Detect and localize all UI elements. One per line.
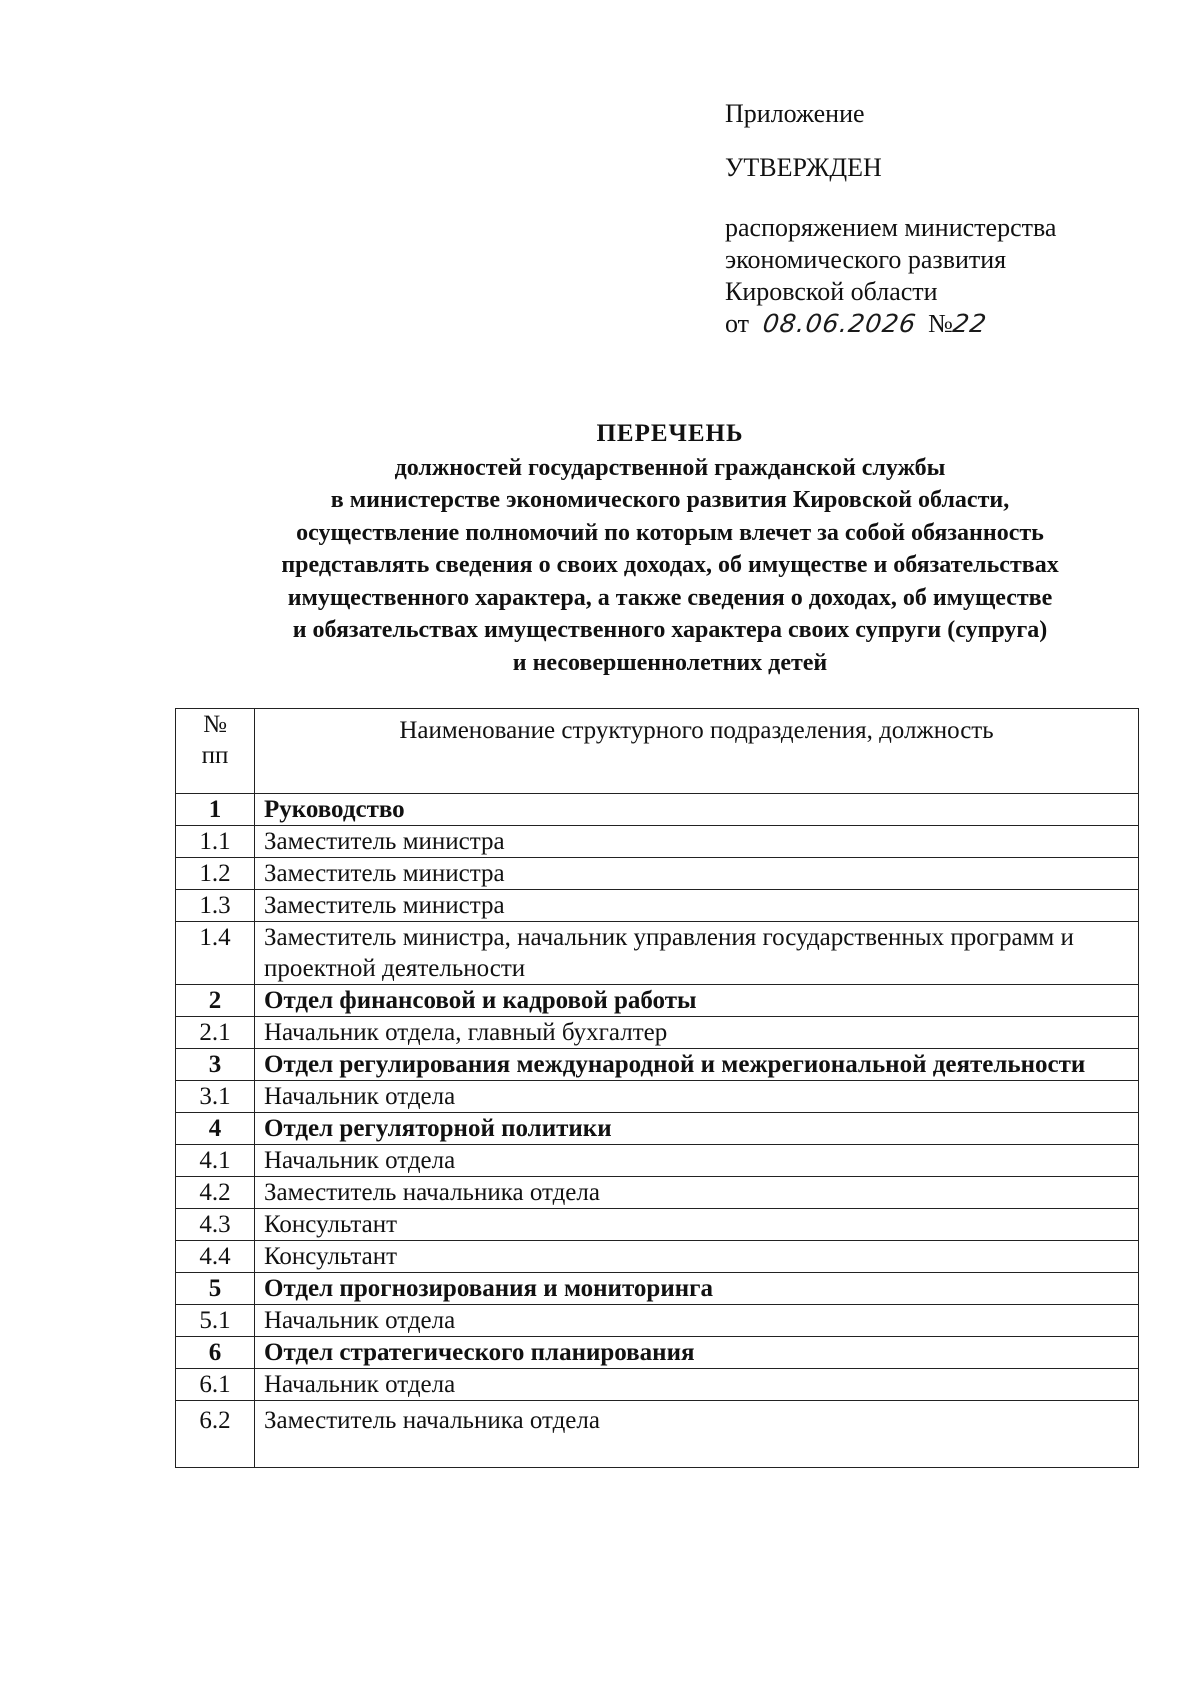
row-name: Руководство [255,794,1139,826]
approved-by-line-1: распоряжением министерства [725,213,1057,242]
row-name: Отдел прогнозирования и мониторинга [255,1273,1139,1305]
title-line-3: осуществление полномочий по которым влечет за собой обязанность [296,519,1044,546]
table-row [176,1305,1139,1337]
header-number [176,709,255,794]
table-row [176,1401,1139,1468]
table-row [176,922,1139,985]
row-number: 1.2 [176,858,255,890]
table-row [176,1113,1139,1145]
header-name: Наименование структурного подразделения, должность [255,709,1139,794]
row-number: 1.4 [176,922,255,985]
table-row [176,1177,1139,1209]
row-number: 2.1 [176,1017,255,1049]
approval-block [725,98,1145,340]
row-name: Начальник отдела [255,1081,1139,1113]
row-number: 1.1 [176,826,255,858]
row-number: 1.3 [176,890,255,922]
positions-table [175,708,1139,1468]
order-date-line [725,308,1145,340]
title-line-2: в министерстве экономического развития Кировской области, [330,487,1010,513]
approved-by-line-3: Кировской области [725,277,938,306]
row-name: Заместитель министра [255,858,1139,890]
row-number: 3 [176,1049,255,1081]
title-line-1: должностей государственной гражданской службы [394,454,946,481]
handwritten-date: 08.06.2026 [761,309,919,338]
row-name: Начальник отдела [255,1305,1139,1337]
row-number: 6.1 [176,1369,255,1401]
title-line-6: и обязательствах имущественного характера своих супруги (супруга) [292,617,1048,643]
table-row [176,826,1139,858]
row-number: 4.1 [176,1145,255,1177]
row-name: Консультант [255,1241,1139,1273]
row-number: 4.3 [176,1209,255,1241]
annex-label: Приложение [725,99,865,128]
approved-by-line-2: экономического развития [725,245,1007,274]
row-name: Заместитель начальника отдела [255,1401,1139,1468]
table-row [176,794,1139,826]
title-line-7: и несовершеннолетних детей [512,649,828,676]
row-name: Начальник отдела, главный бухгалтер [255,1017,1139,1049]
table-row [176,858,1139,890]
table-row [176,1209,1139,1241]
table-row [176,985,1139,1017]
table-row [176,1369,1139,1401]
row-name: Заместитель министра [255,826,1139,858]
header-number-line-2: пп [201,742,229,769]
header-number-line-1: № [203,711,227,738]
table-row [176,1081,1139,1113]
row-number: 1 [176,794,255,826]
row-number: 5.1 [176,1305,255,1337]
row-name: Заместитель начальника отдела [255,1177,1139,1209]
table-header-row [176,709,1139,794]
row-number: 4.2 [176,1177,255,1209]
table-row [176,1145,1139,1177]
title-line-5: имущественного характера, а также сведения о доходах, об имуществе [287,584,1053,611]
table-row [176,1241,1139,1273]
row-number: 4.4 [176,1241,255,1273]
handwritten-number: 22 [951,309,989,338]
approved-label: УТВЕРЖДЕН [725,153,882,182]
title-heading: ПЕРЕЧЕНЬ [596,420,744,447]
row-name: Начальник отдела [255,1369,1139,1401]
row-number: 5 [176,1273,255,1305]
table-row [176,1049,1139,1081]
row-name: Отдел регуляторной политики [255,1113,1139,1145]
row-number: 2 [176,985,255,1017]
title-line-4: представлять сведения о своих доходах, об имуществе и обязательствах [281,552,1059,578]
number-sign: № [928,309,953,338]
row-number: 3.1 [176,1081,255,1113]
row-number: 6.2 [176,1401,255,1468]
row-number: 6 [176,1337,255,1369]
table-row [176,1017,1139,1049]
row-name: Отдел финансовой и кадровой работы [255,985,1139,1017]
table-row [176,1337,1139,1369]
row-name: Консультант [255,1209,1139,1241]
row-name: Заместитель министра, начальник управления государственных программ и проектной деятельности [255,922,1139,985]
row-number: 4 [176,1113,255,1145]
table-row [176,1273,1139,1305]
document-title [150,418,1190,679]
row-name: Заместитель министра [255,890,1139,922]
date-prefix: от [725,309,750,338]
row-name: Отдел регулирования международной и межрегиональной деятельности [255,1049,1139,1081]
table-row [176,890,1139,922]
row-name: Начальник отдела [255,1145,1139,1177]
row-name: Отдел стратегического планирования [255,1337,1139,1369]
